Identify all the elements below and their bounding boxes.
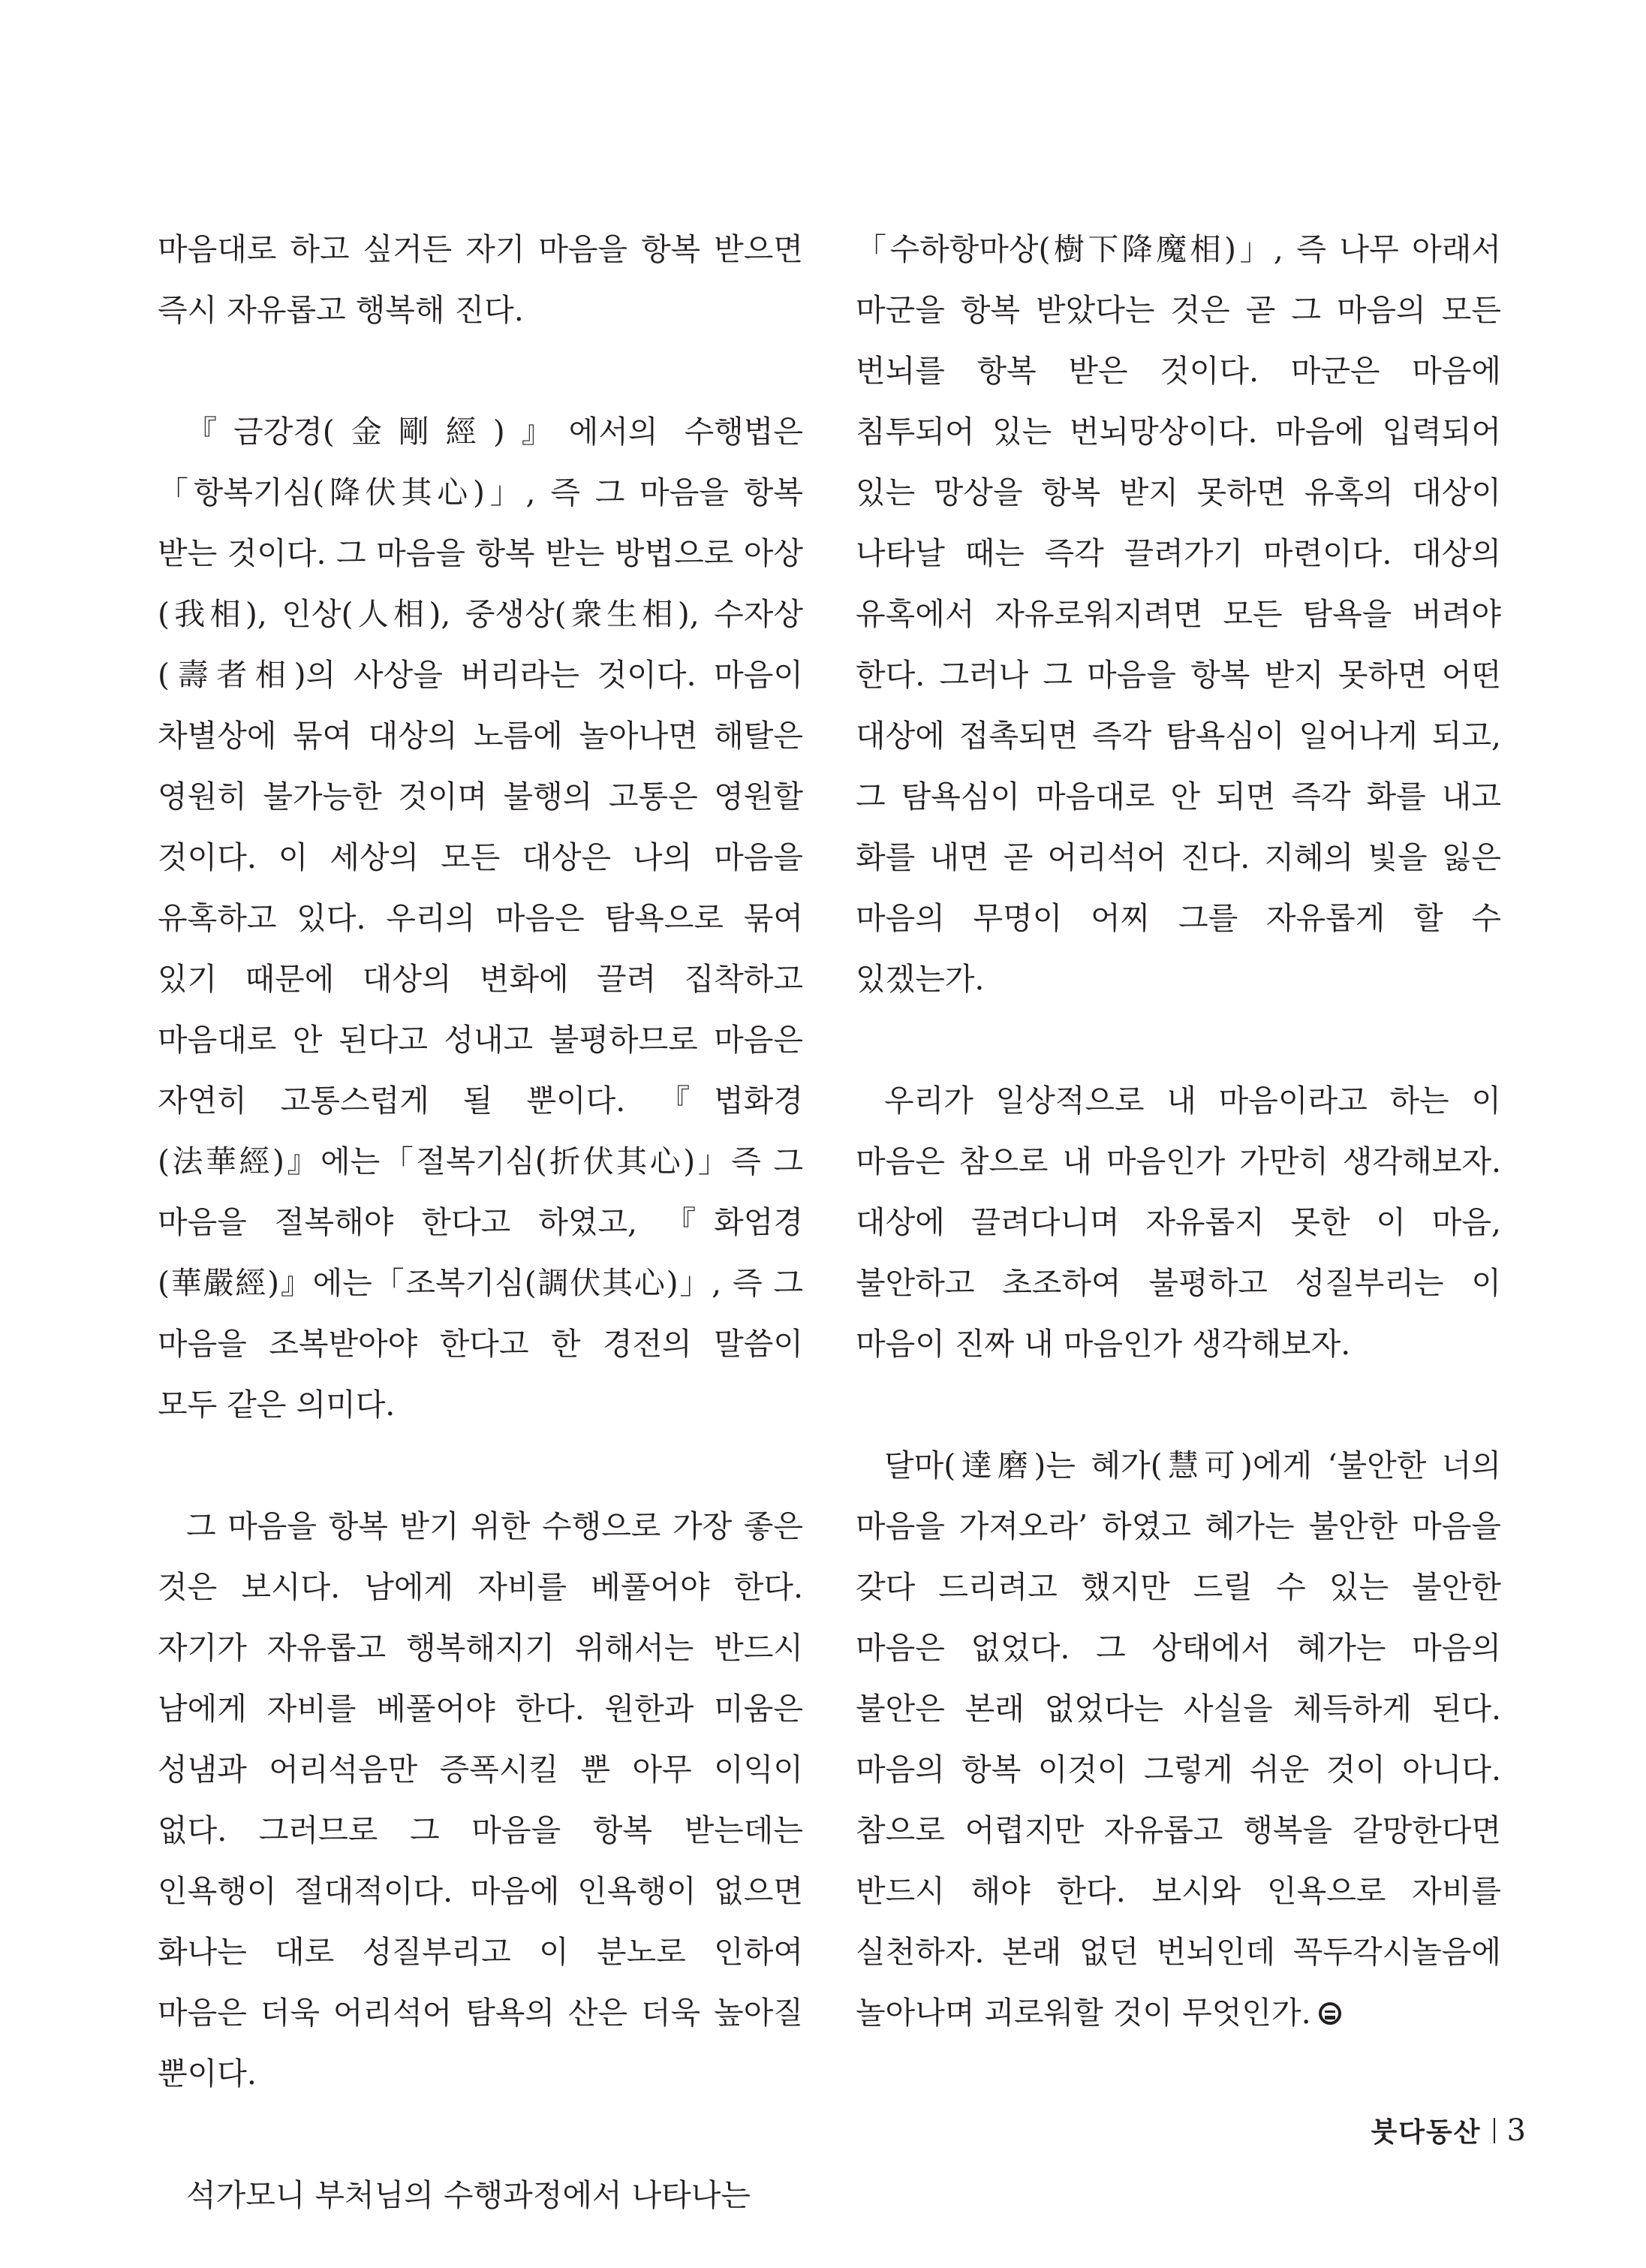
article-column-right [856, 219, 1501, 2044]
article-column-left [158, 219, 803, 2226]
paragraph: 마음대로 하고 싶거든 자기 마음을 항복 받으면 즉시 자유롭고 행복해 진다. [158, 231, 803, 328]
paragraph: 석가모니 부처님의 수행과정에서 나타나는 [186, 2177, 751, 2213]
paragraph: 그 마음을 항복 받기 위한 수행으로 가장 좋은 것은 보시다. 남에게 자비를 베풀어야 한다. 자기가 자유롭고 행복해지기 위해서는 반드시 남에게 자비를 베풀어야 한다. 원한과 미움은 성냄과 어리석음만 증폭시킬 뿐 아무 이익이 없다. 그러므로 그 마음을 항복 받는데는 인욕행이 절대적이다. 마음에 인욕행이 없으면 화나는 대로 성질부리고 이 분노로 인하여 마음은 더욱 어리석어 탐욕의 산은 더욱 높아질 뿐이다. [158, 1508, 804, 2092]
page-footer [1371, 2111, 1526, 2149]
publication-name: 붓다동산 [1371, 2117, 1482, 2148]
footer-divider [1494, 2118, 1495, 2143]
paragraph: 우리가 일상적으로 내 마음이라고 하는 이 마음은 참으로 내 마음인가 가만히 생각해보자. 대상에 끌려다니며 자유롭지 못한 이 마음, 불안하고 초조하여 불평하고 성질부리는 이 마음이 진짜 내 마음인가 생각해보자. [856, 1083, 1501, 1362]
paragraph-final [856, 1435, 1501, 2044]
end-mark-icon [1319, 2002, 1341, 2025]
paragraph: 「수하항마상(樹下降魔相)」, 즉 나무 아래서 마군을 항복 받았다는 것은 곧 그 마음의 모든 번뇌를 항복 받은 것이다. 마군은 마음에 침투되어 있는 번뇌망상이다. 마음에 입력되어 있는 망상을 항복 받지 못하면 유혹의 대상이 나타날 때는 즉각 끌려가기 마련이다. 대상의 유혹에서 자유로워지려면 모든 탐욕을 버려야 한다. 그러나 그 마음을 항복 받지 못하면 어떤 대상에 접촉되면 즉각 탐욕심이 일어나게 되고, 그 탐욕심이 마음대로 안 되면 즉각 화를 내고 화를 내면 곧 어리석어 진다. 지혜의 빛을 잃은 마음의 무명이 어찌 그를 자유롭게 할 수 있겠는가. [856, 231, 1501, 997]
paragraph-text: 달마(達磨)는 혜가(慧可)에게 ‘불안한 너의 마음을 가져오라’ 하였고 혜가는 불안한 마음을 갖다 드리려고 했지만 드릴 수 있는 불안한 마음은 없었다. 그 상태에서 혜가는 마음의 불안은 본래 없었다는 사실을 체득하게 된다. 마음의 항복 이것이 그렇게 쉬운 것이 아니다. 참으로 어렵지만 자유롭고 행복을 갈망한다면 반드시 해야 한다. 보시와 인욕으로 자비를 실천하자. 본래 없던 번뇌인데 꼭두각시놀음에 놀아나며 괴로워할 것이 무엇인가. [856, 1447, 1501, 2031]
page-number: 3 [1506, 2113, 1526, 2148]
paragraph: 『금강경(金剛經)』에서의 수행법은「항복기심(降伏其心)」, 즉 그 마음을 항복 받는 것이다. 그 마음을 항복 받는 방법으로 아상(我相), 인상(人相), 중생상(衆生相), 수자상(壽者相)의 사상을 버리라는 것이다. 마음이 차별상에 묶여 대상의 노름에 놀아나면 해탈은 영원히 불가능한 것이며 불행의 고통은 영원할 것이다. 이 세상의 모든 대상은 나의 마음을 유혹하고 있다. 우리의 마음은 탐욕으로 묶여 있기 때문에 대상의 변화에 끌려 집착하고 마음대로 안 된다고 성내고 불평하므로 마음은 자연히 고통스럽게 될 뿐이다. 『법화경(法華經)』에는「절복기심(折伏其心)」즉 그 마음을 절복해야 한다고 하였고, 『화엄경(華嚴經)』에는「조복기심(調伏其心)」, 즉 그 마음을 조복받아야 한다고 한 경전의 말씀이 모두 같은 의미다. [158, 414, 803, 1423]
